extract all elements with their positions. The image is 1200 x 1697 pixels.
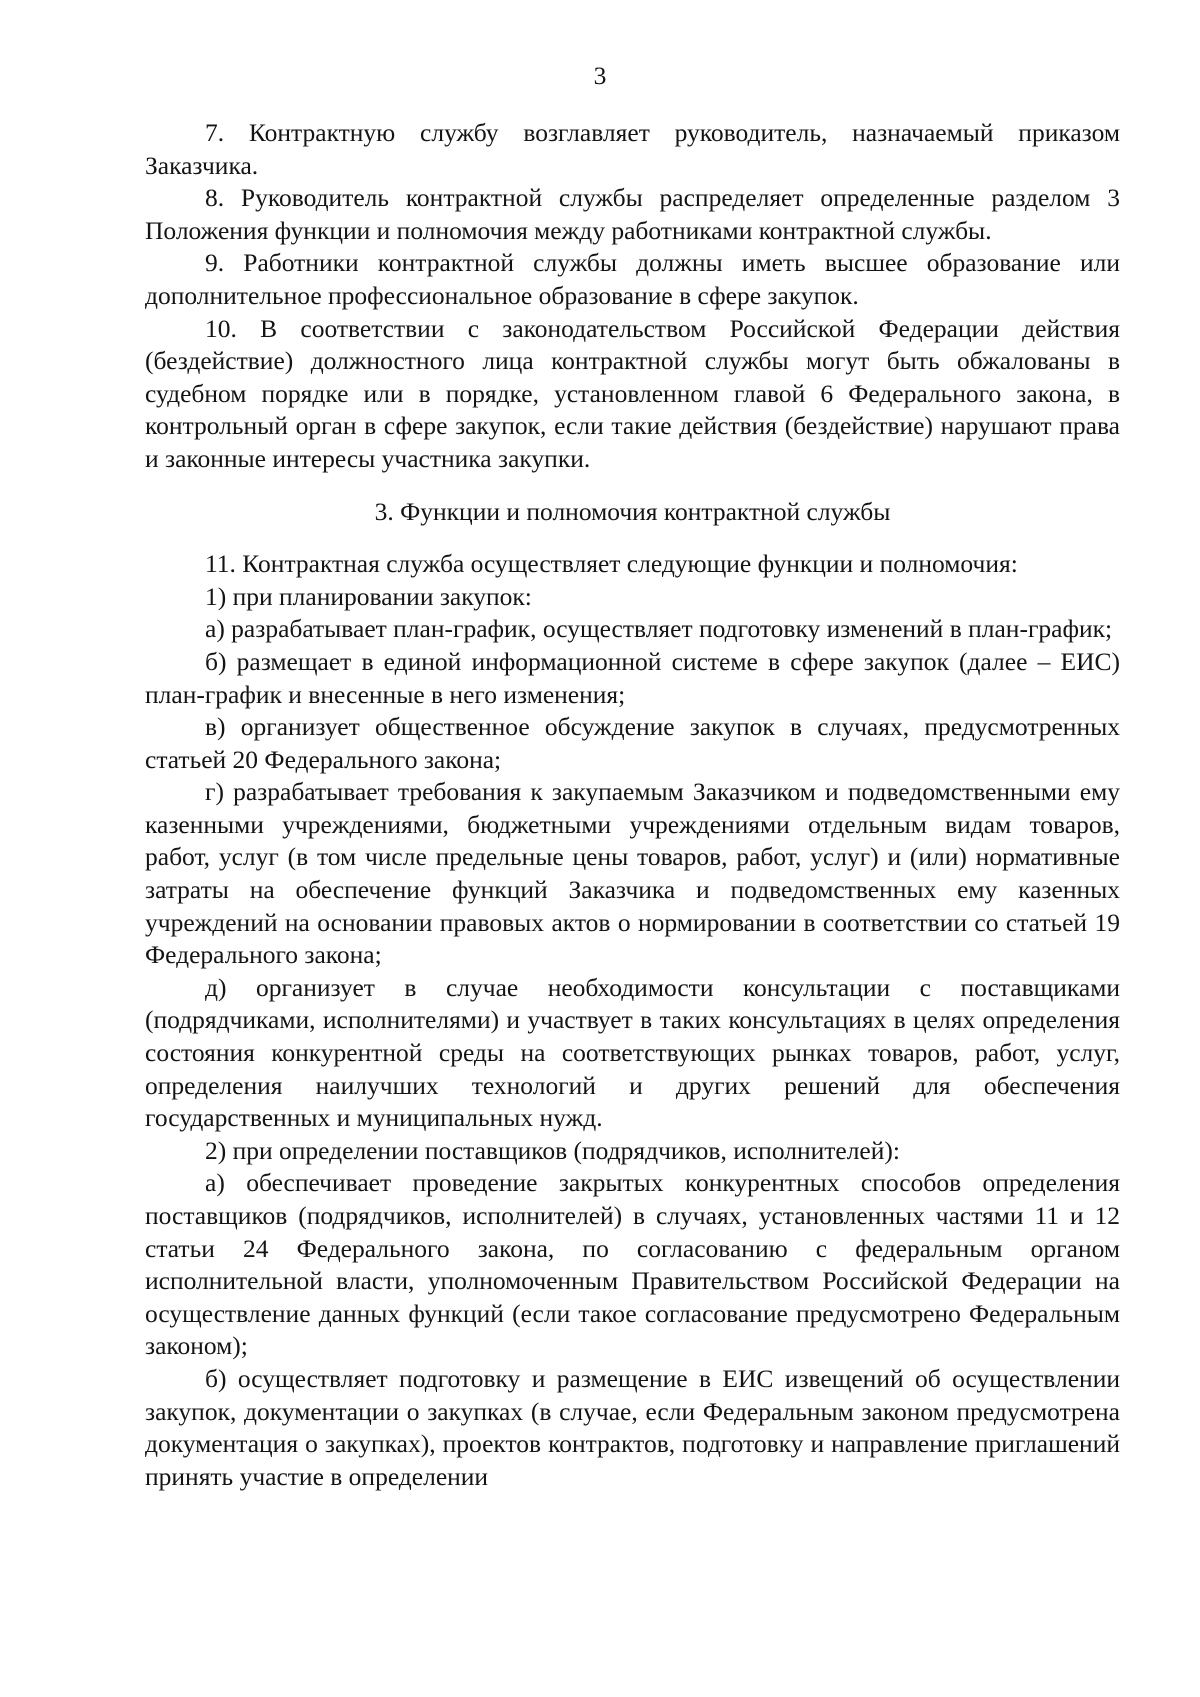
list-item-planning: 1) при планировании закупок:	[205, 581, 532, 611]
paragraph-11: 11. Контрактная служба осуществляет следующие функции и полномочия:	[205, 549, 1018, 579]
list-item-planning-v: в) организует общественное обсуждение закупок в случаях, предусмотренных статьей 20 Федерального закона;	[145, 712, 1120, 774]
list-item-supplier-b: б) осуществляет подготовку и размещение в ЕИС извещений об осуществлении закупок, документации о закупках (в случае, если Федеральным законом предусмотрена документация о закупках), проектов контрактов, подготовку и направление приглашений принять участие в определении	[145, 1363, 1120, 1491]
paragraph-10: 10. В соответствии с законодательством Российской Федерации действия (бездействие) должностного лица контрактной службы могут быть обжалованы в судебном порядке или в порядке, установленном главой 6 Федерального закона, в контрольный орган в сфере закупок, если такие действия (бездействие) нарушают права и законные интересы участника закупки.	[145, 313, 1120, 473]
list-item-planning-b: б) размещает в единой информационной системе в сфере закупок (далее – ЕИС) план-график и внесенные в него изменения;	[145, 646, 1120, 709]
list-item-supplier-determination: 2) при определении поставщиков (подрядчиков, исполнителей):	[205, 1135, 900, 1165]
paragraph-7: 7. Контрактную службу возглавляет руководитель, назначаемый приказом Заказчика.	[145, 118, 1120, 180]
document-body	[145, 117, 1120, 1493]
list-item-planning-d: д) организует в случае необходимости консультации с поставщиками (подрядчиками, исполнителями) и участвует в таких консультациях в целях определения состояния конкурентной среды на соответствующих рынках товаров, работ, услуг, определения наилучших технологий и других решений для обеспечения государственных и муниципальных нужд.	[145, 972, 1120, 1133]
list-item-supplier-a: а) обеспечивает проведение закрытых конкурентных способов определения поставщиков (подрядчиков, исполнителей) в случаях, установленных частями 11 и 12 статьи 24 Федерального закона, по согласованию с федеральным органом исполнительной власти, уполномоченным Правительством Российской Федерации на осуществление данных функций (если такое согласование предусмотрено Федеральным законом);	[145, 1168, 1120, 1361]
paragraph-8: 8. Руководитель контрактной службы распределяет определенные разделом 3 Положения функции и полномочия между работниками контрактной службы.	[145, 183, 1120, 245]
page-number: 3	[593, 61, 607, 90]
list-item-planning-a: а) разрабатывает план-график, осуществляет подготовку изменений в план-график;	[205, 614, 1113, 644]
section-heading: 3. Функции и полномочия контрактной службы	[374, 496, 891, 526]
paragraph-9: 9. Работники контрактной службы должны иметь высшее образование или дополнительное профессиональное образование в сфере закупок.	[145, 248, 1120, 310]
list-item-planning-g: г) разрабатывает требования к закупаемым Заказчиком и подведомственными ему казенными учреждениями, бюджетными учреждениями отдельным видам товаров, работ, услуг (в том числе предельные цены товаров, работ, услуг) и (или) нормативные затраты на обеспечение функций Заказчика и подведомственных ему казенных учреждений на основании правовых актов о нормировании в соответствии со статьей 19 Федерального закона;	[145, 777, 1120, 970]
